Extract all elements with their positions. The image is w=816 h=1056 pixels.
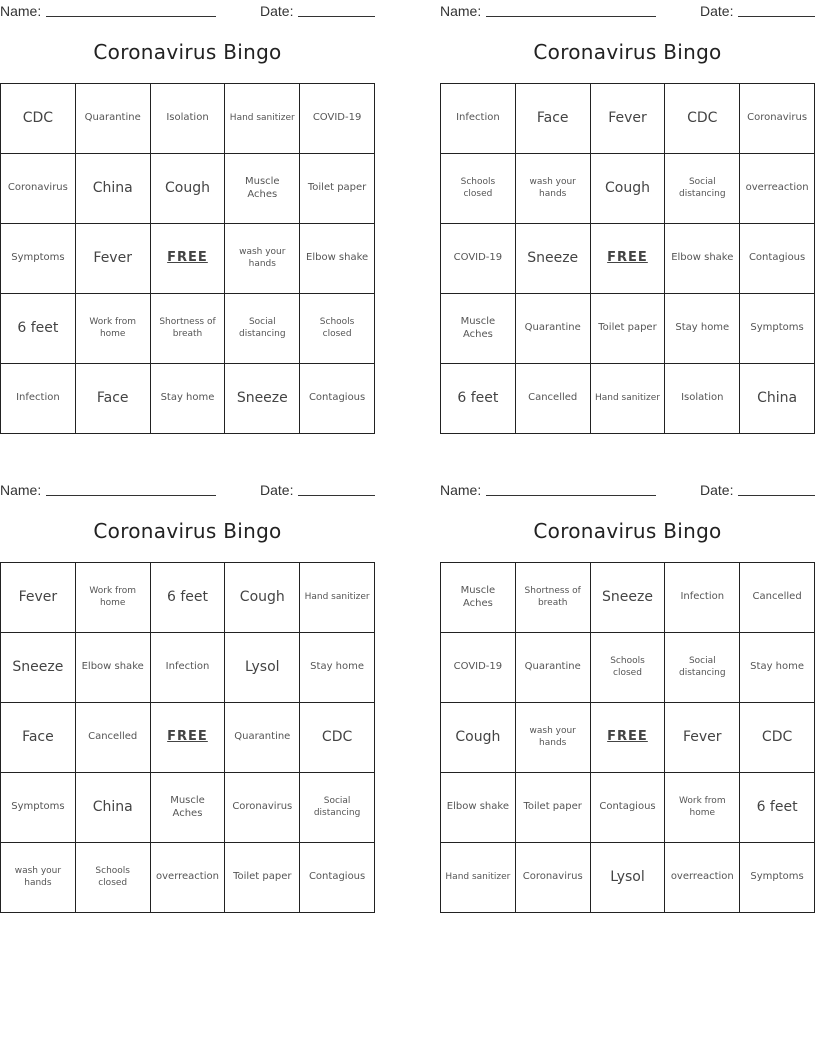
name-label: Name: bbox=[0, 3, 42, 19]
bingo-cell: overreaction bbox=[151, 843, 226, 913]
date-label: Date: bbox=[700, 3, 734, 19]
bingo-cell: COVID-19 bbox=[441, 224, 516, 294]
bingo-cell: Shortness of breath bbox=[516, 563, 591, 633]
bingo-card bbox=[440, 479, 815, 913]
bingo-cell: wash your hands bbox=[225, 224, 300, 294]
bingo-cell: Schools closed bbox=[300, 294, 375, 364]
bingo-cell: Sneeze bbox=[1, 633, 76, 703]
bingo-cell: Stay home bbox=[665, 294, 740, 364]
bingo-cell: Contagious bbox=[740, 224, 815, 294]
free-space: FREE bbox=[151, 224, 226, 294]
bingo-cell: Hand sanitizer bbox=[591, 364, 666, 434]
bingo-cell: Isolation bbox=[665, 364, 740, 434]
name-label: Name: bbox=[0, 482, 42, 498]
bingo-cell: Schools closed bbox=[76, 843, 151, 913]
bingo-cell: overreaction bbox=[740, 154, 815, 224]
bingo-cell: Symptoms bbox=[740, 294, 815, 364]
name-date-row bbox=[440, 479, 815, 501]
bingo-cell: Fever bbox=[1, 563, 76, 633]
bingo-cell: Stay home bbox=[740, 633, 815, 703]
date-label: Date: bbox=[260, 482, 294, 498]
bingo-cell: Quarantine bbox=[225, 703, 300, 773]
bingo-cell: Cough bbox=[151, 154, 226, 224]
bingo-cell: 6 feet bbox=[740, 773, 815, 843]
date-label: Date: bbox=[700, 482, 734, 498]
bingo-cell: Coronavirus bbox=[1, 154, 76, 224]
bingo-cell: COVID-19 bbox=[441, 633, 516, 703]
name-label: Name: bbox=[440, 482, 482, 498]
bingo-cell: Toilet paper bbox=[591, 294, 666, 364]
bingo-cell: CDC bbox=[665, 84, 740, 154]
bingo-cell: Social distancing bbox=[300, 773, 375, 843]
bingo-cell: China bbox=[76, 154, 151, 224]
bingo-cell: CDC bbox=[1, 84, 76, 154]
bingo-cell: Cough bbox=[441, 703, 516, 773]
bingo-cell: Sneeze bbox=[516, 224, 591, 294]
date-blank bbox=[298, 16, 375, 17]
bingo-cell: Sneeze bbox=[225, 364, 300, 434]
date-blank bbox=[738, 16, 815, 17]
bingo-cell: Shortness of breath bbox=[151, 294, 226, 364]
bingo-cell: Fever bbox=[665, 703, 740, 773]
bingo-cell: Elbow shake bbox=[300, 224, 375, 294]
bingo-cell: wash your hands bbox=[516, 703, 591, 773]
name-date-row bbox=[0, 479, 375, 501]
bingo-cell: Stay home bbox=[151, 364, 226, 434]
free-space: FREE bbox=[151, 703, 226, 773]
bingo-cell: Work from home bbox=[76, 294, 151, 364]
date-label: Date: bbox=[260, 3, 294, 19]
bingo-cell: Social distancing bbox=[225, 294, 300, 364]
bingo-grid bbox=[440, 562, 815, 913]
card-title: Coronavirus Bingo bbox=[533, 519, 722, 543]
card-title: Coronavirus Bingo bbox=[533, 40, 722, 64]
bingo-cell: Hand sanitizer bbox=[300, 563, 375, 633]
bingo-cell: Lysol bbox=[225, 633, 300, 703]
bingo-cell: Toilet paper bbox=[516, 773, 591, 843]
bingo-cell: Contagious bbox=[591, 773, 666, 843]
bingo-cell: Social distancing bbox=[665, 633, 740, 703]
card-title: Coronavirus Bingo bbox=[93, 519, 282, 543]
bingo-cell: Cancelled bbox=[740, 563, 815, 633]
name-date-row bbox=[0, 0, 375, 22]
name-blank bbox=[486, 16, 656, 17]
bingo-cell: wash your hands bbox=[516, 154, 591, 224]
bingo-cell: Work from home bbox=[76, 563, 151, 633]
bingo-cell: Infection bbox=[665, 563, 740, 633]
bingo-card bbox=[0, 479, 375, 913]
bingo-cell: Face bbox=[1, 703, 76, 773]
date-blank bbox=[738, 495, 815, 496]
bingo-cell: overreaction bbox=[665, 843, 740, 913]
bingo-cell: Cough bbox=[591, 154, 666, 224]
bingo-cell: Cancelled bbox=[516, 364, 591, 434]
bingo-cell: CDC bbox=[740, 703, 815, 773]
bingo-cell: Hand sanitizer bbox=[225, 84, 300, 154]
name-blank bbox=[486, 495, 656, 496]
free-space: FREE bbox=[591, 224, 666, 294]
bingo-cell: Quarantine bbox=[76, 84, 151, 154]
bingo-cell: Contagious bbox=[300, 364, 375, 434]
bingo-cell: Toilet paper bbox=[225, 843, 300, 913]
bingo-cell: Coronavirus bbox=[740, 84, 815, 154]
bingo-cell: Infection bbox=[441, 84, 516, 154]
bingo-cell: Face bbox=[76, 364, 151, 434]
bingo-cell: 6 feet bbox=[151, 563, 226, 633]
bingo-cell: Isolation bbox=[151, 84, 226, 154]
bingo-cell: Cancelled bbox=[76, 703, 151, 773]
bingo-card bbox=[0, 0, 375, 434]
bingo-cell: 6 feet bbox=[441, 364, 516, 434]
bingo-cell: Face bbox=[516, 84, 591, 154]
bingo-cell: Elbow shake bbox=[76, 633, 151, 703]
bingo-cell: Social distancing bbox=[665, 154, 740, 224]
bingo-cell: Symptoms bbox=[740, 843, 815, 913]
bingo-cell: Coronavirus bbox=[516, 843, 591, 913]
name-date-row bbox=[440, 0, 815, 22]
bingo-cell: Contagious bbox=[300, 843, 375, 913]
bingo-cell: wash your hands bbox=[1, 843, 76, 913]
bingo-cell: Infection bbox=[151, 633, 226, 703]
bingo-cell: Toilet paper bbox=[300, 154, 375, 224]
bingo-cell: Lysol bbox=[591, 843, 666, 913]
bingo-grid bbox=[440, 83, 815, 434]
bingo-cell: Fever bbox=[591, 84, 666, 154]
bingo-cell: Elbow shake bbox=[441, 773, 516, 843]
bingo-cell: 6 feet bbox=[1, 294, 76, 364]
bingo-cell: Muscle Aches bbox=[441, 294, 516, 364]
bingo-cell: CDC bbox=[300, 703, 375, 773]
bingo-cell: Coronavirus bbox=[225, 773, 300, 843]
name-blank bbox=[46, 495, 216, 496]
bingo-cell: Sneeze bbox=[591, 563, 666, 633]
free-space: FREE bbox=[591, 703, 666, 773]
bingo-cell: Hand sanitizer bbox=[441, 843, 516, 913]
bingo-cell: Stay home bbox=[300, 633, 375, 703]
date-blank bbox=[298, 495, 375, 496]
bingo-grid bbox=[0, 562, 375, 913]
bingo-cell: Schools closed bbox=[591, 633, 666, 703]
bingo-cell: Muscle Aches bbox=[441, 563, 516, 633]
bingo-cell: China bbox=[740, 364, 815, 434]
bingo-cell: Quarantine bbox=[516, 633, 591, 703]
bingo-cell: Fever bbox=[76, 224, 151, 294]
bingo-cell: Work from home bbox=[665, 773, 740, 843]
bingo-cell: Quarantine bbox=[516, 294, 591, 364]
bingo-cell: Elbow shake bbox=[665, 224, 740, 294]
bingo-card bbox=[440, 0, 815, 434]
bingo-cell: Infection bbox=[1, 364, 76, 434]
bingo-cell: Cough bbox=[225, 563, 300, 633]
bingo-cell: COVID-19 bbox=[300, 84, 375, 154]
name-label: Name: bbox=[440, 3, 482, 19]
bingo-cell: China bbox=[76, 773, 151, 843]
card-title: Coronavirus Bingo bbox=[93, 40, 282, 64]
bingo-cell: Symptoms bbox=[1, 773, 76, 843]
bingo-cell: Schools closed bbox=[441, 154, 516, 224]
bingo-cell: Muscle Aches bbox=[151, 773, 226, 843]
bingo-cell: Muscle Aches bbox=[225, 154, 300, 224]
name-blank bbox=[46, 16, 216, 17]
bingo-grid bbox=[0, 83, 375, 434]
bingo-cell: Symptoms bbox=[1, 224, 76, 294]
